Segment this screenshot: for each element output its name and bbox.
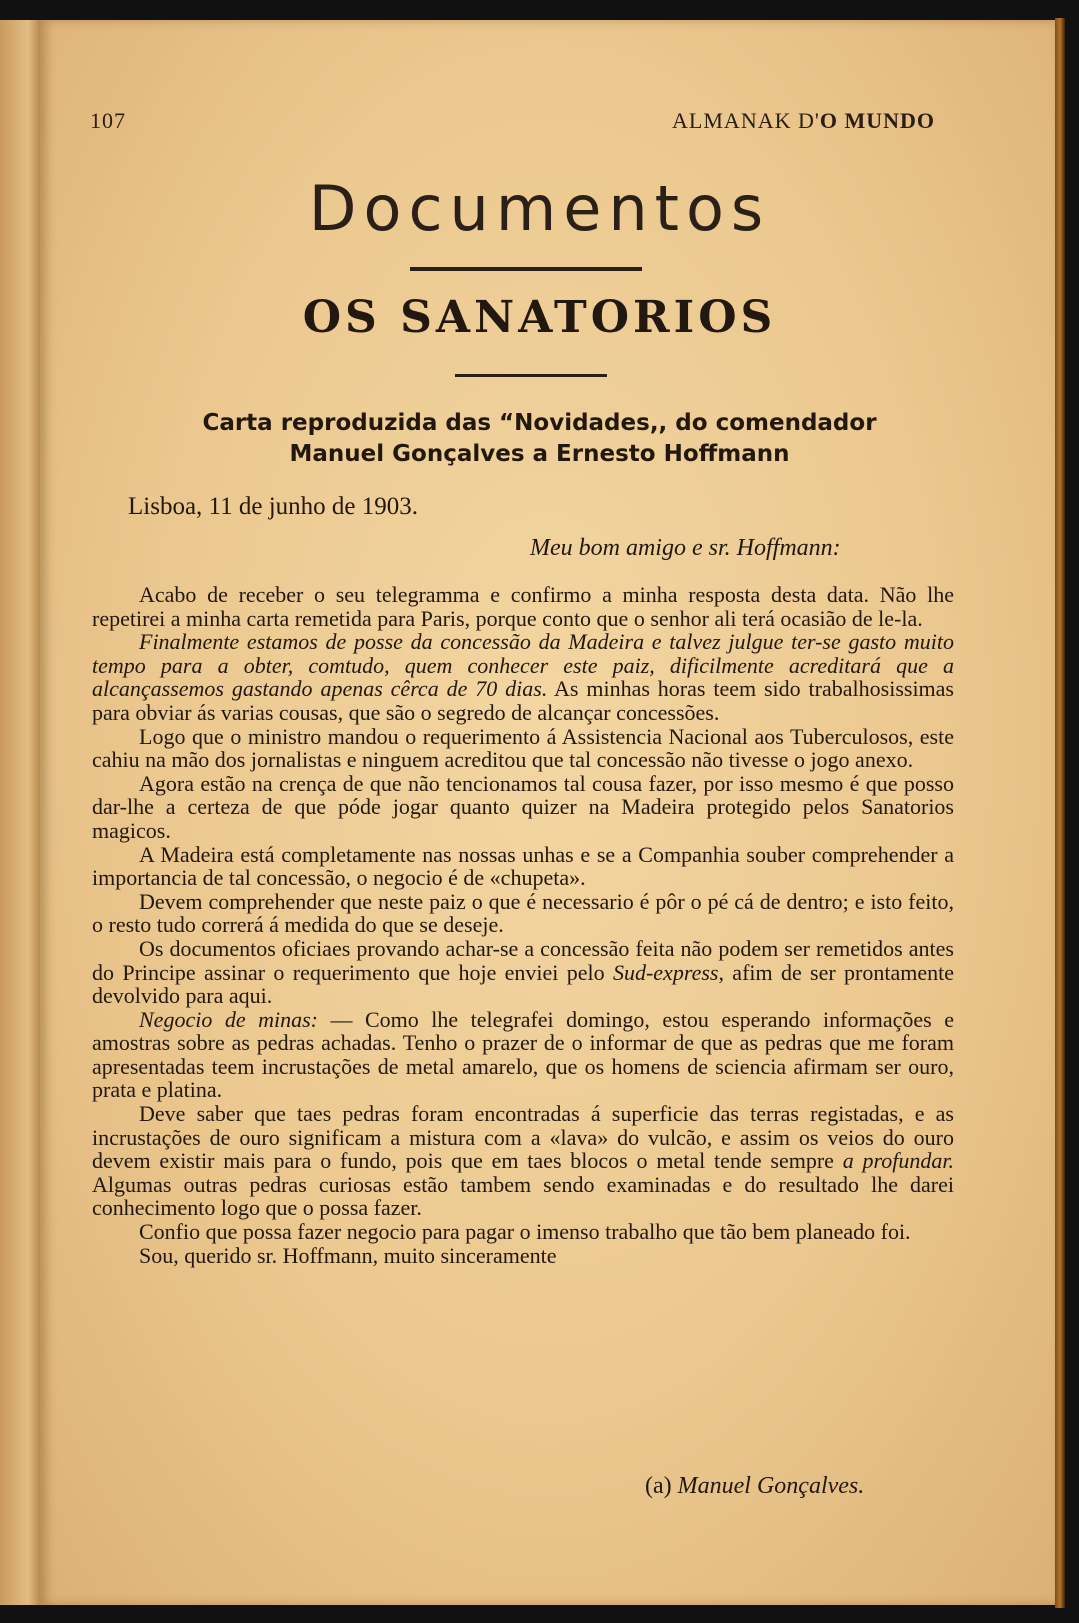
running-head [90, 108, 935, 134]
paragraph: Logo que o ministro mandou o requerimento á Assistencia Nacional aos Tuberculosos, este cahiu na mão dos jornalistas e ninguem acreditou que tal concessão não tivesse o jogo anexo. [92, 723, 954, 773]
paragraph: Devem comprehender que neste paiz o que é necessario é pôr o pé cá de dentro; e isto feito, o resto tudo correrá á medida do que se deseje. [92, 888, 954, 938]
salutation: Meu bom amigo e sr. Hoffmann: [530, 535, 841, 561]
letter-body [92, 583, 954, 1267]
caption-line-1: Carta reproduzida das “Novidades,, do comendador [202, 410, 877, 436]
signature [645, 1473, 864, 1500]
paragraph [92, 630, 954, 724]
paragraph: Confio que possa fazer negocio para pagar o imenso trabalho que tão bem planeado foi. [139, 1219, 911, 1245]
paragraph-text: As minhas horas teem sido trabalhosissimas para obviar ás varias cousas, que são o segredo de alcançar concessões. [92, 676, 954, 725]
signature-name: Manuel Gonçalves. [677, 1473, 865, 1499]
paragraph: A Madeira está completamente nas nossas unhas e se a Companhia souber comprehender a importancia de tal concessão, o negocio é de «chupeta». [92, 841, 954, 891]
italic-text: Sud-express [612, 959, 719, 985]
caption-line-2: Manuel Gonçalves a Ernesto Hoffmann [289, 441, 790, 467]
signature-prefix: (a) [645, 1473, 678, 1499]
page-binding-edge [1055, 18, 1065, 1608]
paragraph: Acabo de receber o seu telegramma e confirmo a minha resposta desta data. Não lhe repetirei a minha carta remetida para Paris, porque conto que o senhor ali terá ocasião de le-la. [92, 582, 954, 631]
italic-text: a profundar. [842, 1148, 955, 1174]
previous-page-edge [0, 20, 40, 1605]
paragraph [92, 1008, 954, 1102]
italic-text: Finalmente estamos de posse da concessão da Madeira e talvez julgue ter-se gasto muito tempo para a obter, comtudo, quem conhecer este paiz, dificilmente acreditará que a alcançassemos gastando apenas cêrca de 70 dias. [92, 629, 954, 702]
running-title [672, 108, 935, 134]
title-divider [410, 267, 642, 271]
paragraph-text: Algumas outras pedras curiosas estão tambem sendo examinadas e do resultado lhe darei conhecimento logo que o possa fazer. [92, 1171, 954, 1221]
paragraph-text: Deve saber que taes pedras foram encontradas á superficie das terras registadas, e as incrustações de ouro significam a mistura com a «lava» do vulcão, e assim os veios do ouro devem existir mais para o fundo, pois que em taes blocos o metal tende sempre [92, 1101, 954, 1174]
paragraph: Sou, querido sr. Hoffmann, muito sinceramente [139, 1242, 557, 1268]
paragraph [92, 937, 954, 1008]
article-title: Documentos [308, 172, 771, 245]
paragraph-text: Os documentos oficiaes provando achar-se a concessão feita não podem ser remetidos antes do Principe assinar o requerimento que hoje enviei pelo [92, 935, 954, 985]
page-number: 107 [90, 108, 126, 133]
paragraph-text: , afim de ser prontamente devolvido para aqui. [92, 959, 954, 1009]
paragraph-text: — Como lhe telegrafei domingo, estou esperando informações e amostras sobre as pedras achadas. Tenho o prazer de o informar de que as pedras que me foram apresentadas teem incrustações de metal amarelo, que os homens de sciencia afirmam ser ouro, prata e platina. [92, 1006, 954, 1103]
paragraph [92, 1102, 954, 1220]
dateline: Lisboa, 11 de junho de 1903. [128, 493, 419, 520]
running-title-text: ALMANAK D' [672, 108, 820, 133]
subtitle-divider [455, 374, 607, 377]
paragraph: Agora estão na crença de que não tencionamos tal cousa fazer, por isso mesmo é que posso dar-lhe a certeza de que póde jogar quanto quizer na Madeira protegido pelos Sanatorios magicos. [92, 770, 954, 843]
italic-text: Negocio de minas: [139, 1006, 318, 1032]
letter-caption [0, 408, 1079, 470]
masthead: O MUNDO [819, 108, 935, 133]
article-subtitle: OS SANATORIOS [302, 292, 777, 343]
